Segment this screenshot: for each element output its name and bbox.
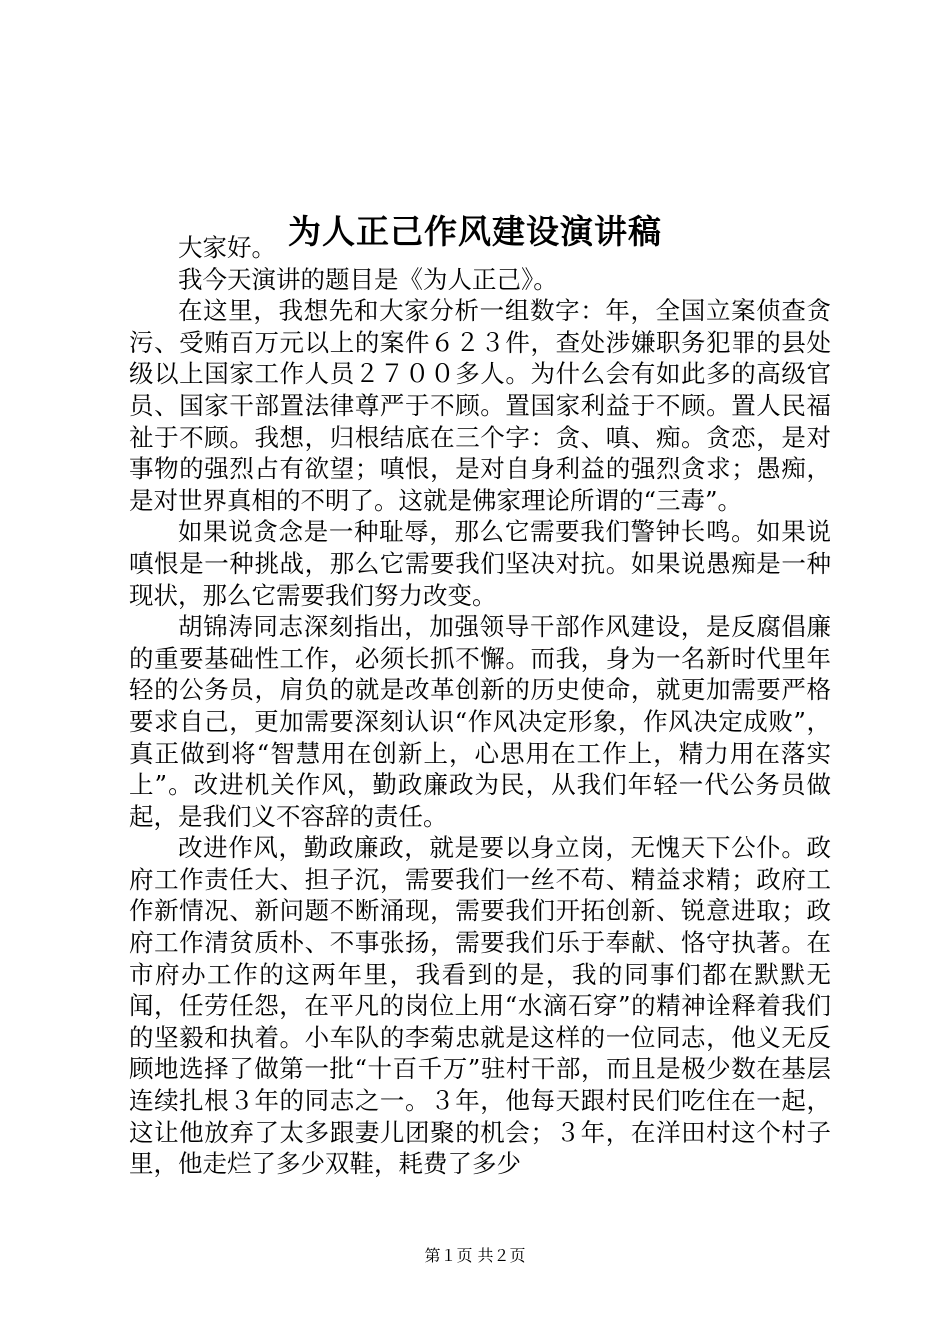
document-body	[129, 232, 831, 1180]
document-title: 为人正己作风建设演讲稿	[288, 212, 662, 252]
paragraph-statistics: 在这里，我想先和大家分析一组数字：年，全国立案侦查贪污、受贿百万元以上的案件６２３件，查处涉嫌职务犯罪的县处级以上国家工作人员２７００多人。为什么会有如此多的高级官员、国家干部置法律尊严于不顾。置国家利益于不顾。置人民福祉于不顾。我想，归根结底在三个字：贪、嗔、痴。贪恋，是对事物的强烈占有欲望；嗔恨，是对自身利益的强烈贪求；愚痴，是对世界真相的不明了。这就是佛家理论所谓的“三毒”。	[129, 296, 831, 515]
paragraph-topic: 我今天演讲的题目是《为人正己》。	[178, 264, 558, 294]
paragraph-three-poisons: 如果说贪念是一种耻辱，那么它需要我们警钟长鸣。如果说嗔恨是一种挑战，那么它需要我们坚决对抗。如果说愚痴是一种现状，那么它需要我们努力改变。	[129, 517, 831, 610]
paragraph-hu-jintao-quote: 胡锦涛同志深刻指出，加强领导干部作风建设，是反腐倡廉的重要基础性工作，必须长抓不懈。而我，身为一名新时代里年轻的公务员，肩负的就是改革创新的历史使命，就更加需要严格要求自己，更加需要深刻认识“作风决定形象，作风决定成败”，真正做到将“智慧用在创新上，心思用在工作上，精力用在落实上”。改进机关作风，勤政廉政为民，从我们年轻一代公务员做起，是我们义不容辞的责任。	[129, 612, 831, 831]
paragraph-improve-style: 改进作风，勤政廉政，就是要以身立岗，无愧天下公仆。政府工作责任大、担子沉，需要我们一丝不苟、精益求精；政府工作新情况、新问题不断涌现，需要我们开拓创新、锐意进取；政府工作清贫质朴、不事张扬，需要我们乐于奉献、恪守执著。在市府办工作的这两年里，我看到的是，我的同事们都在默默无闻，任劳任怨，在平凡的岗位上用“水滴石穿”的精神诠释着我们的坚毅和执着。小车队的李菊忠就是这样的一位同志，他义无反顾地选择了做第一批“十百千万”驻村干部，而且是极少数在基层连续扎根３年的同志之一。３年，他每天跟村民们吃住在一起，这让他放弃了太多跟妻儿团聚的机会；３年，在洋田村这个村子里，他走烂了多少双鞋，耗费了多少	[129, 833, 831, 1179]
paragraph-greeting: 大家好。	[178, 233, 276, 262]
page-number-footer: 第１页 共２页	[424, 1246, 526, 1265]
